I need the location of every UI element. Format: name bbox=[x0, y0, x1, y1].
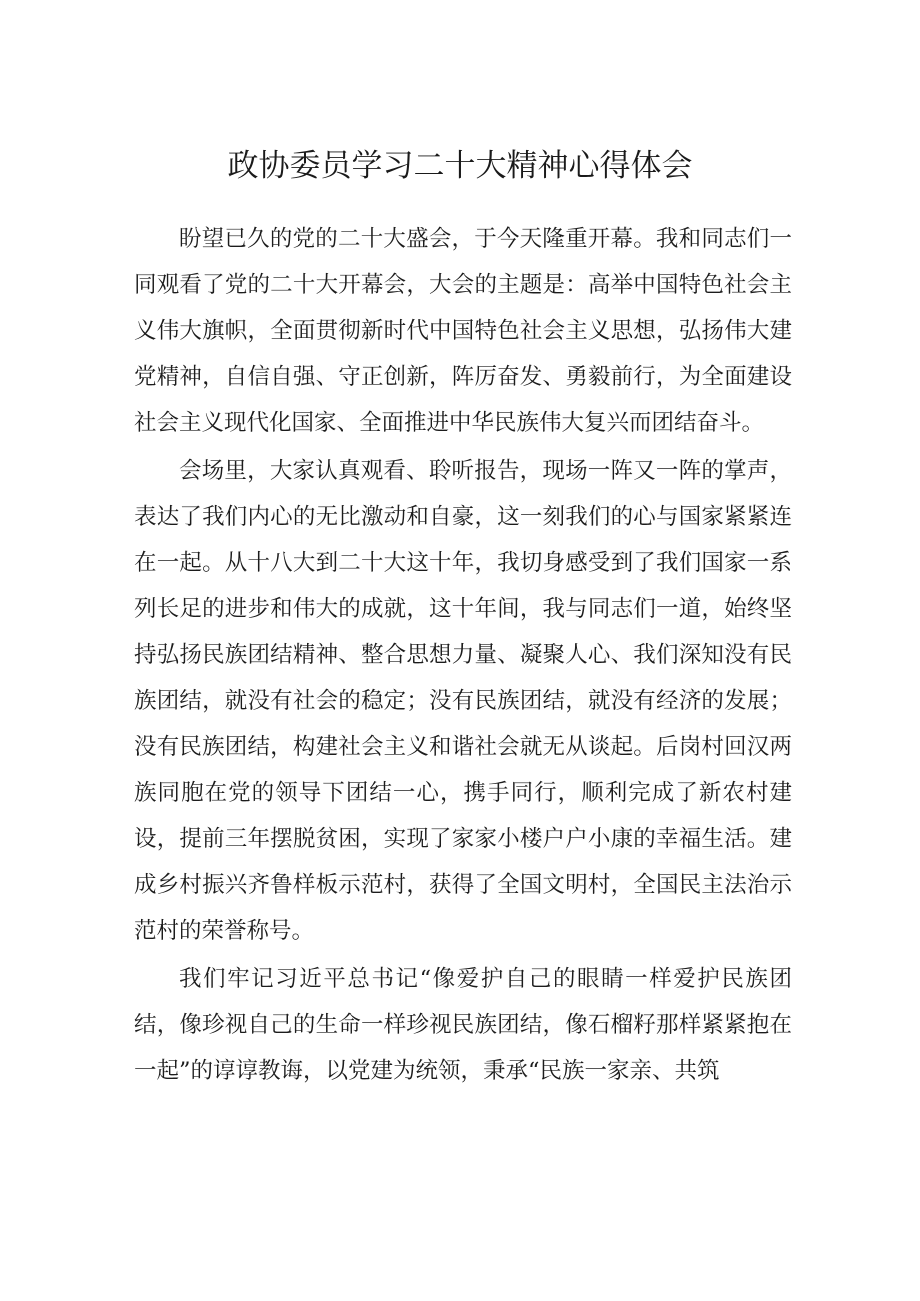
document-body bbox=[134, 216, 792, 1094]
paragraph-3: 我们牢记习近平总书记“像爱护自己的眼睛一样爱护民族团结，像珍视自己的生命一样珍视民族团结，像石榴籽那样紧紧抱在一起”的谆谆教诲，以党建为统领，秉承“民族一家亲、共筑 bbox=[134, 966, 792, 1084]
paragraph-1: 盼望已久的党的二十大盛会，于今天隆重开幕。我和同志们一同观看了党的二十大开幕会，大会的主题是：高举中国特色社会主义伟大旗帜，全面贯彻新时代中国特色社会主义思想，弘扬伟大建党精神，自信自强、守正创新，阵厉奋发、勇毅前行，为全面建设社会主义现代化国家、全面推进中华民族伟大复兴而团结奋斗。 bbox=[134, 226, 792, 436]
document-title: 政协委员学习二十大精神心得体会 bbox=[227, 148, 693, 184]
paragraph-2: 会场里，大家认真观看、聆听报告，现场一阵又一阵的掌声，表达了我们内心的无比激动和自豪，这一刻我们的心与国家紧紧连在一起。从十八大到二十大这十年，我切身感受到了我们国家一系列长足的进步和伟大的成就，这十年间，我与同志们一道，始终坚持弘扬民族团结精神、整合思想力量、凝聚人心、我们深知没有民族团结，就没有社会的稳定；没有民族团结，就没有经济的发展；没有民族团结，构建社会主义和谐社会就无从谈起。后岗村回汉两族同胞在党的领导下团结一心，携手同行，顺利完成了新农村建设，提前三年摆脱贫困，实现了家家小楼户户小康的幸福生活。建成乡村振兴齐鲁样板示范村，获得了全国文明村，全国民主法治示范村的荣誉称号。 bbox=[134, 458, 792, 944]
